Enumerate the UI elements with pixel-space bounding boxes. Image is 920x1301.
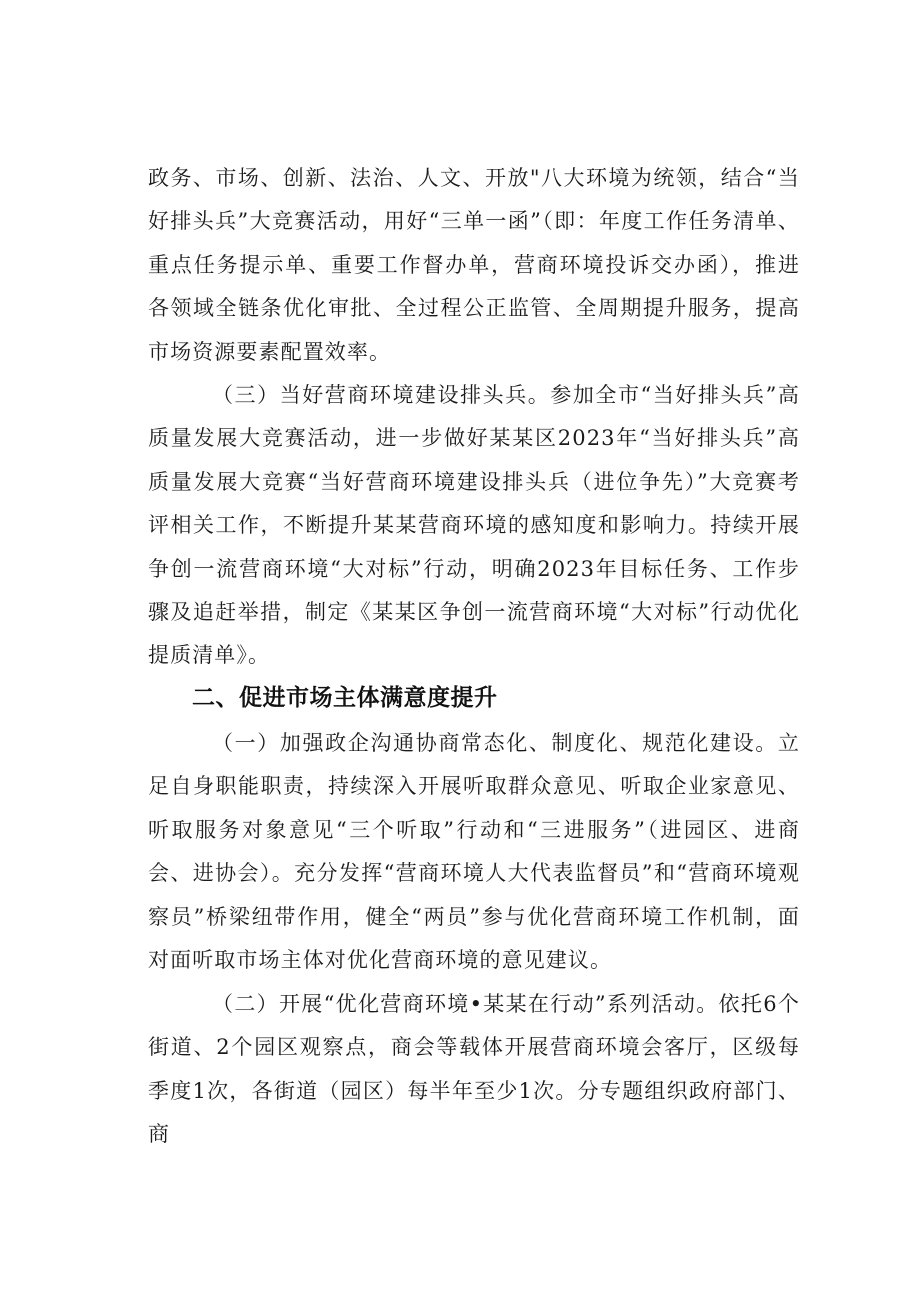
paragraph-subsection-two: （二）开展“优化营商环境•某某在行动”系列活动。依托6个街道、2个园区观察点，商会等载体开展营商环境会客厅，区级每季度1次，各街道（园区）每半年至少1次。分专题组织政府部门、商	[148, 992, 800, 1147]
section-heading-two: 二、促进市场主体满意度提升	[192, 685, 498, 711]
paragraph-eight-environments: 政务、市场、创新、法治、人文、开放"八大环境为统领，结合“当好排头兵”大竞赛活动，用好“三单一函”（即：年度工作任务清单、重点任务提示单、重要工作督办单，营商环境投诉交办函），推进各领域全链条优化审批、全过程公正监管、全周期提升服务，提高市场资源要素配置效率。	[148, 166, 800, 364]
paragraph-section-three: （三）当好营商环境建设排头兵。参加全市“当好排头兵”高质量发展大竞赛活动，进一步做好某某区2023年“当好排头兵”高质量发展大竞赛“当好营商环境建设排头兵（进位争先）”大竞赛考评相关工作，不断提升某某营商环境的感知度和影响力。持续开展争创一流营商环境“大对标”行动，明确2023年目标任务、工作步骤及追赶举措，制定《某某区争创一流营商环境“大对标”行动优化提质清单》。	[148, 383, 800, 668]
paragraph-subsection-one: （一）加强政企沟通协商常态化、制度化、规范化建设。立足自身职能职责，持续深入开展听取群众意见、听取企业家意见、听取服务对象意见“三个听取”行动和“三进服务”（进园区、进商会、进协会）。充分发挥“营商环境人大代表监督员”和“营商环境观察员”桥梁纽带作用，健全“两员”参与优化营商环境工作机制，面对面听取市场主体对优化营商环境的意见建议。	[148, 731, 800, 973]
